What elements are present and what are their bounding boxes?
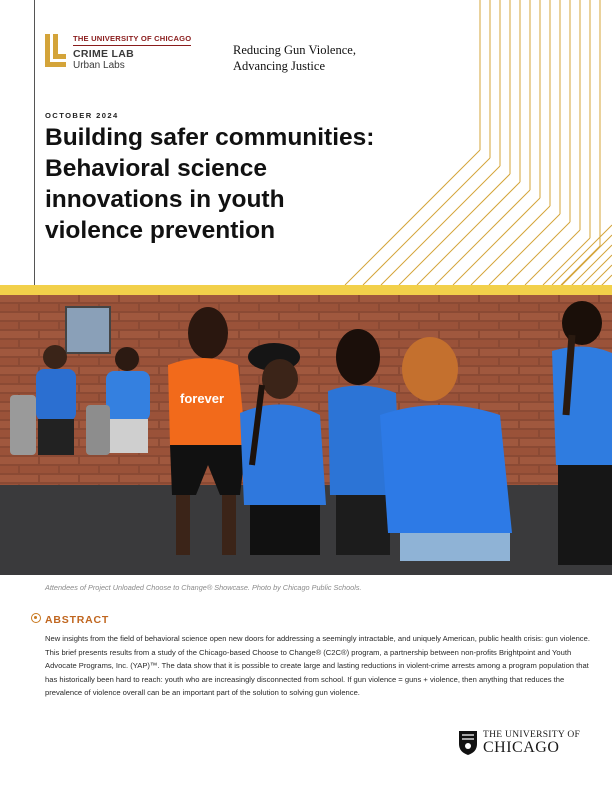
page-title bbox=[45, 122, 425, 246]
uchicago-logo-bottom: CHICAGO bbox=[483, 739, 560, 756]
yellow-band bbox=[0, 285, 612, 295]
decorative-line bbox=[489, 214, 560, 285]
title-line: innovations in youth bbox=[45, 186, 285, 213]
decorative-line bbox=[552, 255, 612, 285]
uchicago-logo-top: THE UNIVERSITY OF bbox=[483, 730, 581, 740]
lab-subtitle: Urban Labs bbox=[73, 60, 125, 71]
crime-lab-logo bbox=[45, 34, 191, 71]
window-sign bbox=[66, 307, 110, 353]
abstract-bullet-icon bbox=[31, 613, 41, 623]
uchicago-shield-icon bbox=[458, 730, 478, 756]
abstract-body: New insights from the field of behavioral science open new doors for addressing a seemingly intractable, and uniquely American, public health crisis: gun violence. This brief presents results from a study of the Chicago-based Choose to Change® (C2C®) program, a partnership between non-profits Brightpoint and Youth Advocate Programs, Inc. (YAP)™. The data show that it is possible to create large and lasting reductions in violent-crime arrests among a program population that has historically been hard to reach: youth who are increasingly disconnected from school. If gun violence = guns + violence, then anything that reduces the prevalence of violence overall can be an important part of the solution to solving gun violence. bbox=[45, 634, 590, 697]
decorative-line bbox=[507, 222, 570, 285]
decorative-line bbox=[525, 230, 580, 285]
tagline-line-1: Reducing Gun Violence, bbox=[233, 43, 356, 57]
abstract-heading: ABSTRACT bbox=[45, 614, 110, 626]
decorative-line bbox=[561, 246, 600, 285]
crime-lab-logo-mark-icon bbox=[45, 34, 66, 67]
photo-caption: Attendees of Project Unloaded Choose to Change® Showcase. Photo by Chicago Public Schools. bbox=[45, 583, 362, 592]
publication-date: OCTOBER 2024 bbox=[45, 111, 119, 120]
decorative-line bbox=[453, 198, 540, 285]
decorative-line bbox=[552, 235, 612, 285]
decorative-line bbox=[471, 206, 550, 285]
title-line: violence prevention bbox=[45, 217, 276, 244]
shirt-text: forever bbox=[180, 391, 225, 406]
university-of-chicago-logo bbox=[458, 730, 580, 756]
decorative-line bbox=[435, 190, 530, 285]
university-name: THE UNIVERSITY OF CHICAGO bbox=[73, 34, 191, 46]
event-photo bbox=[0, 295, 612, 575]
lab-name: CRIME LAB bbox=[73, 48, 135, 60]
title-line: Building safer communities: bbox=[45, 124, 375, 151]
left-rule bbox=[34, 0, 35, 285]
title-line: Behavioral science bbox=[45, 155, 267, 182]
dancers-illustration bbox=[0, 295, 612, 575]
tagline-line-2: Advancing Justice bbox=[233, 59, 325, 73]
decorative-line bbox=[543, 238, 590, 285]
decorative-line bbox=[552, 225, 612, 285]
